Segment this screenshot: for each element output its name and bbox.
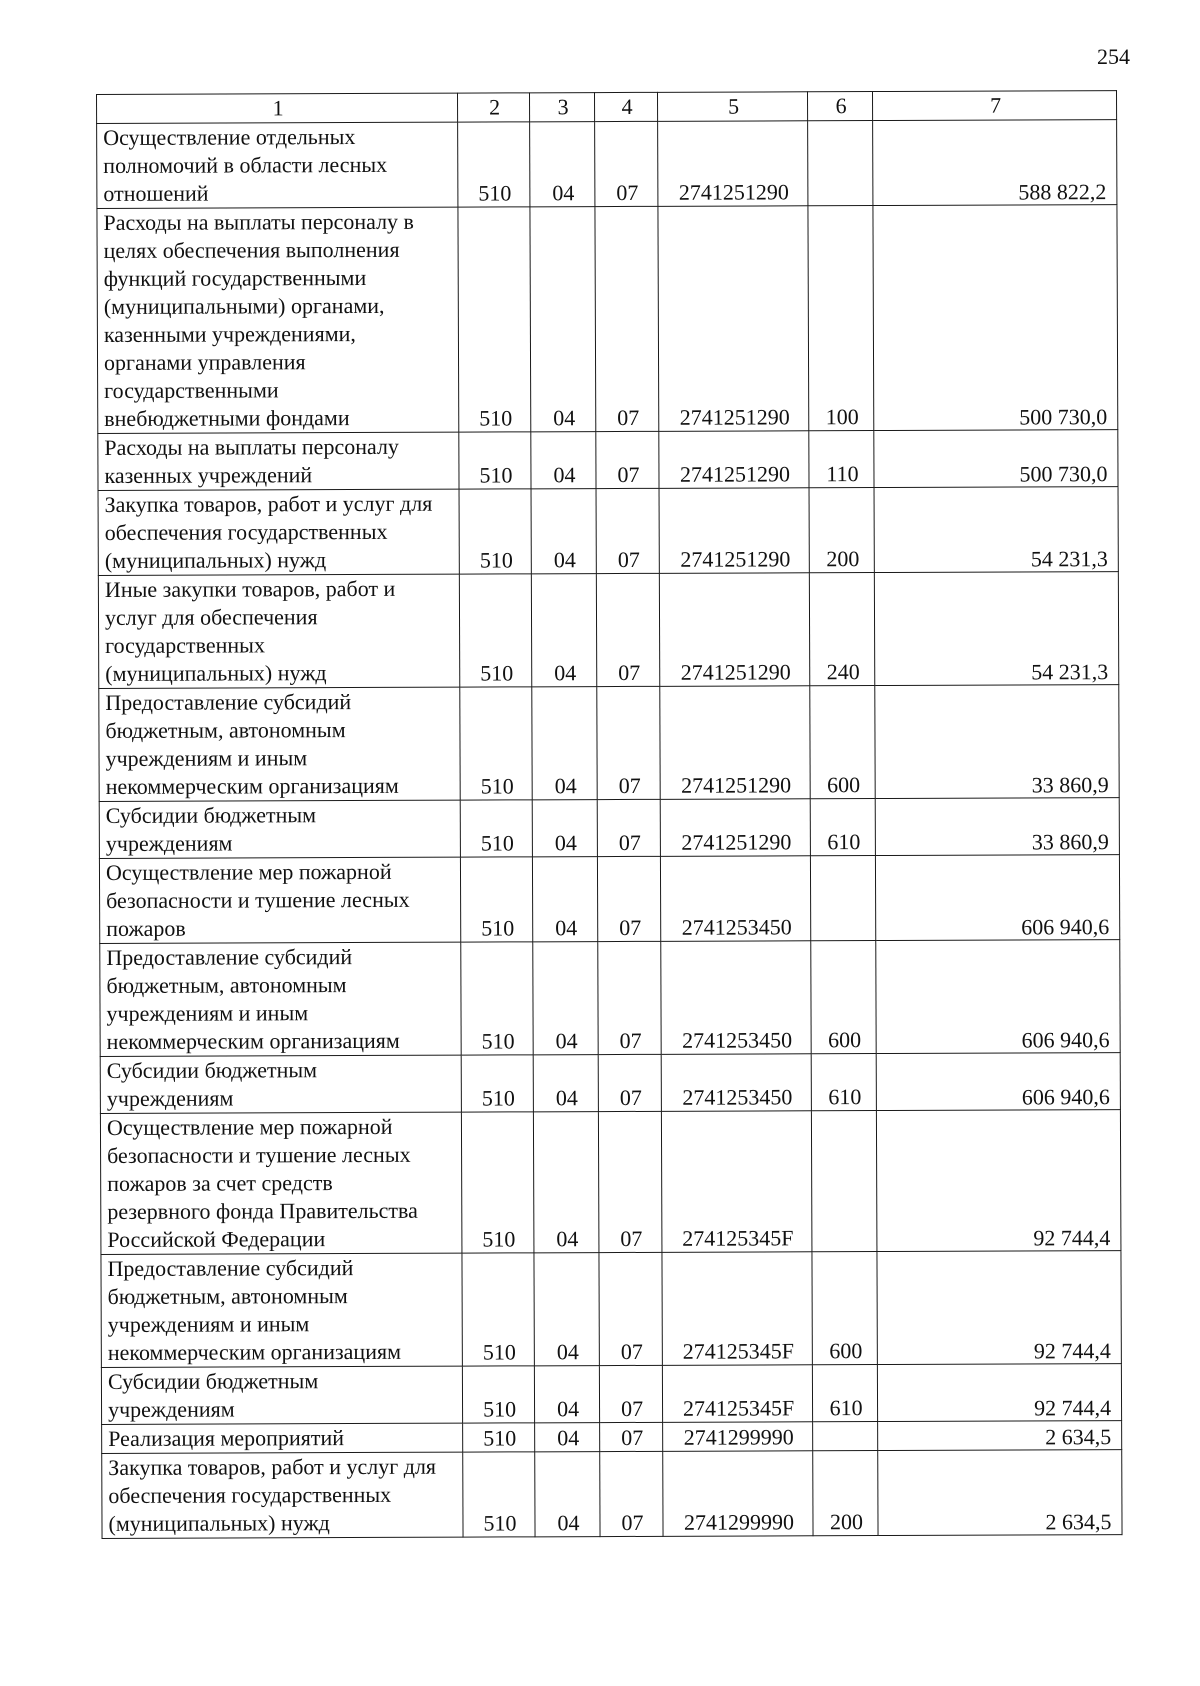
budget-table [96,90,1123,1539]
row-name-text: Субсидии бюджетным учреждениям [106,1057,318,1111]
row-expense-type-cell [808,121,873,206]
table-row [100,1110,1121,1255]
row-expense-type-cell: 110 [809,431,874,488]
table-row [97,205,1118,434]
row-name-cell [98,432,459,490]
table-row [100,1053,1120,1114]
row-target-cell: 2741251290 [659,488,809,574]
row-target-cell: 274125345F [661,1111,812,1253]
row-section-cell: 04 [533,1055,598,1112]
row-target-cell: 2741299990 [663,1422,813,1452]
row-name-cell [98,574,459,688]
row-code-cell: 510 [460,687,532,800]
table-row [101,1364,1121,1425]
table-row [98,430,1118,491]
row-target-cell: 2741253450 [661,1054,811,1112]
row-expense-type-cell: 100 [808,206,874,431]
row-subsection-cell: 07 [596,573,659,686]
row-name-text: Расходы на выплаты персоналу в целях обеспечения выполнения функций государственными (муниципальными) органами, казенными учреждениями, органами управления государственными внебюджетными фондами [103,208,414,431]
row-subsection-cell: 07 [599,1252,662,1365]
row-name-text: Осуществление отдельных полномочий в области лесных отношений [103,124,388,206]
row-amount-cell: 2 634,5 [878,1450,1122,1536]
row-target-cell: 2741251290 [659,573,809,687]
row-name-text: Осуществление мер пожарной безопасности и тушение лесных пожаров за счет средств резервного фонда Правительства Российской Федерации [106,1113,418,1252]
row-section-cell: 04 [531,489,596,574]
row-expense-type-cell: 600 [811,941,876,1054]
row-target-cell: 274125345F [662,1365,812,1423]
row-subsection-cell: 07 [598,941,661,1054]
row-amount-cell: 588 822,2 [873,120,1117,206]
row-code-cell: 510 [461,1112,534,1253]
row-code-cell: 510 [459,574,531,687]
row-name-text: Предоставление субсидий бюджетным, автономным учреждениям и иным некоммерческим организациям [106,944,400,1054]
column-header: 1 [97,93,458,123]
row-section-cell: 04 [535,1452,600,1537]
row-subsection-cell: 07 [600,1451,663,1536]
row-section-cell: 04 [533,942,598,1055]
table-row [100,940,1120,1057]
row-code-cell: 510 [459,489,531,574]
table-row [99,685,1119,802]
row-name-text: Закупка товаров, работ и услуг для обеспечения государственных (муниципальных) нужд [108,1453,437,1536]
row-target-cell: 274125345F [662,1252,812,1366]
row-target-cell: 2741253450 [661,941,811,1055]
row-section-cell: 04 [531,574,596,687]
page-number: 254 [1097,44,1130,69]
row-amount-cell: 54 231,3 [874,572,1118,686]
row-section-cell: 04 [530,207,596,432]
row-subsection-cell: 07 [596,431,659,488]
row-name-cell [101,1366,462,1424]
column-header: 5 [657,92,807,122]
row-amount-cell: 606 940,6 [875,855,1119,941]
table-row [97,120,1117,209]
row-code-cell: 510 [460,857,532,942]
row-name-cell [99,857,460,943]
row-expense-type-cell: 600 [812,1252,877,1365]
row-name-cell [101,1253,462,1367]
row-target-cell: 2741251290 [659,431,809,489]
row-code-cell: 510 [459,432,531,489]
row-amount-cell: 500 730,0 [873,205,1118,431]
row-expense-type-cell [810,856,875,941]
row-amount-cell: 92 744,4 [876,1110,1121,1252]
row-expense-type-cell [811,1111,877,1252]
row-target-cell: 2741253450 [660,856,810,942]
row-amount-cell: 54 231,3 [874,487,1118,573]
table-body [97,91,1123,1539]
row-code-cell: 510 [462,1366,534,1423]
row-name-text: Расходы на выплаты персоналу казенных учреждений [104,433,399,488]
row-section-cell: 04 [532,857,597,942]
row-name-text: Предоставление субсидий бюджетным, автономным учреждениям и иным некоммерческим организациям [105,689,399,799]
row-amount-cell: 33 860,9 [875,798,1119,856]
row-expense-type-cell: 240 [809,573,874,686]
row-name-text: Закупка товаров, работ и услуг для обеспечения государственных (муниципальных) нужд [104,490,433,573]
row-amount-cell: 92 744,4 [877,1364,1121,1422]
row-section-cell: 04 [532,687,597,800]
row-name-text: Осуществление мер пожарной безопасности и тушение лесных пожаров [105,858,410,941]
row-expense-type-cell: 200 [813,1451,878,1536]
table-row [98,487,1118,576]
row-section-cell: 04 [535,1423,600,1452]
row-name-text: Реализация мероприятий [108,1425,345,1451]
table-row [102,1450,1122,1539]
row-section-cell: 04 [532,800,597,857]
row-name-cell [98,489,459,575]
row-name-cell [100,1055,461,1113]
column-header: 6 [807,92,872,121]
row-subsection-cell: 07 [597,686,660,799]
row-name-text: Иные закупки товаров, работ и услуг для обеспечения государственных (муниципальных) нужд [104,575,396,686]
row-name-text: Субсидии бюджетным учреждениям [107,1368,319,1422]
row-amount-cell: 606 940,6 [876,940,1120,1054]
row-subsection-cell: 07 [599,1365,662,1422]
row-section-cell: 04 [533,1112,599,1253]
row-target-cell: 2741251290 [658,121,808,207]
row-name-cell [97,207,459,433]
row-name-cell [97,122,458,208]
row-subsection-cell: 07 [595,121,658,206]
row-section-cell: 04 [530,122,595,207]
row-name-text: Субсидии бюджетным учреждениям [105,802,317,856]
row-code-cell: 510 [463,1423,535,1452]
row-amount-cell: 33 860,9 [875,685,1119,799]
column-header: 3 [529,93,594,122]
table-row [99,798,1119,859]
row-section-cell: 04 [534,1366,599,1423]
row-expense-type-cell: 610 [812,1365,877,1422]
column-header: 2 [457,93,529,122]
row-target-cell: 2741251290 [658,206,809,432]
row-name-cell [99,800,460,858]
row-subsection-cell: 07 [595,206,659,431]
row-expense-type-cell: 200 [809,488,874,573]
table-row [102,1421,1122,1454]
row-subsection-cell: 07 [598,1054,661,1111]
row-name-cell [100,1112,462,1254]
row-name-cell [102,1423,463,1453]
row-subsection-cell: 07 [600,1422,663,1451]
row-expense-type-cell [813,1422,878,1451]
row-code-cell: 510 [461,942,533,1055]
row-code-cell: 510 [460,800,532,857]
row-subsection-cell: 07 [597,856,660,941]
row-code-cell: 510 [458,207,531,432]
row-amount-cell: 2 634,5 [878,1421,1122,1451]
row-subsection-cell: 07 [596,488,659,573]
table-row [99,855,1119,944]
row-target-cell: 2741251290 [660,686,810,800]
row-expense-type-cell: 600 [810,686,875,799]
table-row [101,1251,1121,1368]
column-header: 7 [872,91,1116,121]
row-expense-type-cell: 610 [811,1054,876,1111]
row-name-cell [102,1452,463,1538]
row-target-cell: 2741251290 [660,799,810,857]
row-target-cell: 2741299990 [663,1451,813,1537]
row-code-cell: 510 [458,122,530,207]
row-name-text: Предоставление субсидий бюджетным, автономным учреждениям и иным некоммерческим организациям [107,1255,402,1365]
row-code-cell: 510 [461,1055,533,1112]
row-section-cell: 04 [531,432,596,489]
row-name-cell [99,687,460,801]
row-subsection-cell: 07 [598,1111,662,1252]
table-row [98,572,1118,689]
table-header-row [97,91,1117,124]
row-section-cell: 04 [534,1253,599,1366]
column-header: 4 [594,92,657,121]
row-amount-cell: 606 940,6 [876,1053,1120,1111]
row-code-cell: 510 [463,1452,535,1537]
row-expense-type-cell: 610 [810,799,875,856]
row-name-cell [100,942,461,1056]
row-code-cell: 510 [462,1253,534,1366]
row-amount-cell: 92 744,4 [877,1251,1121,1365]
row-subsection-cell: 07 [597,799,660,856]
row-amount-cell: 500 730,0 [874,430,1118,488]
